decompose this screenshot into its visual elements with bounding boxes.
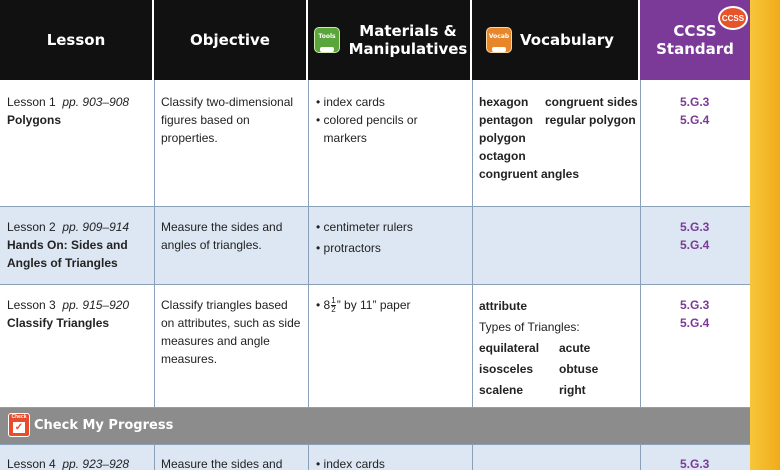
lesson-cell: Lesson 2 pp. 909–914 Hands On: Sides and Angles of Triangles bbox=[7, 220, 130, 270]
check-my-progress-label: Check My Progress bbox=[34, 418, 174, 433]
header-lesson: Lesson bbox=[0, 0, 154, 80]
lesson-cell: Lesson 3 pp. 915–920 Classify Triangles bbox=[7, 298, 130, 330]
vocabulary-cell: hexagon congruent sides pentagon regular polygon polygon octagon congruent angles bbox=[479, 95, 638, 181]
materials-cell: • centimeter rulers • protractors bbox=[316, 218, 466, 257]
check-icon: Check ✓ bbox=[8, 413, 30, 437]
ccss-cell: 5.G.3 bbox=[680, 457, 710, 470]
materials-cell: • index cards • colored pencils or markers bbox=[316, 93, 466, 147]
vocabulary-cell: attribute Types of Triangles: equilateral acute isosceles obtuse scalene right bbox=[479, 299, 599, 397]
objective-cell: Classify two-dimensional figures based on properties. bbox=[161, 95, 294, 145]
ccss-cell: 5.G.3 5.G.4 bbox=[680, 95, 710, 127]
background-edge bbox=[750, 0, 780, 470]
tools-icon: Tools bbox=[314, 27, 340, 53]
header-objective: Objective bbox=[154, 0, 308, 80]
lesson-cell: Lesson 1 pp. 903–908 Polygons bbox=[7, 95, 130, 127]
objective-cell: Measure the sides and bbox=[161, 457, 283, 470]
materials-cell: • index cards bbox=[316, 455, 466, 470]
header-ccss-standard: CCSS Standard bbox=[640, 0, 750, 80]
vocab-icon: Vocab bbox=[486, 27, 512, 53]
materials-cell: • 8 $\frac{1}{2}$ ” by 11” paper bbox=[316, 296, 411, 315]
header-vocabulary: Vocab Vocabulary bbox=[472, 0, 640, 80]
lesson-cell: Lesson 4 pp. 923–928 bbox=[7, 457, 130, 470]
ccss-cell: 5.G.3 5.G.4 bbox=[680, 298, 710, 330]
ccss-badge-icon: CCSS bbox=[718, 6, 748, 30]
objective-cell: Measure the sides and angles of triangles. bbox=[161, 220, 283, 252]
objective-cell: Classify triangles based on attributes, such as side measures and angle measures. bbox=[161, 298, 301, 366]
fraction: $\frac{1}{2}$ bbox=[331, 296, 336, 315]
header-materials: Tools Materials & Manipulatives bbox=[308, 0, 472, 80]
ccss-cell: 5.G.3 5.G.4 bbox=[680, 220, 710, 252]
